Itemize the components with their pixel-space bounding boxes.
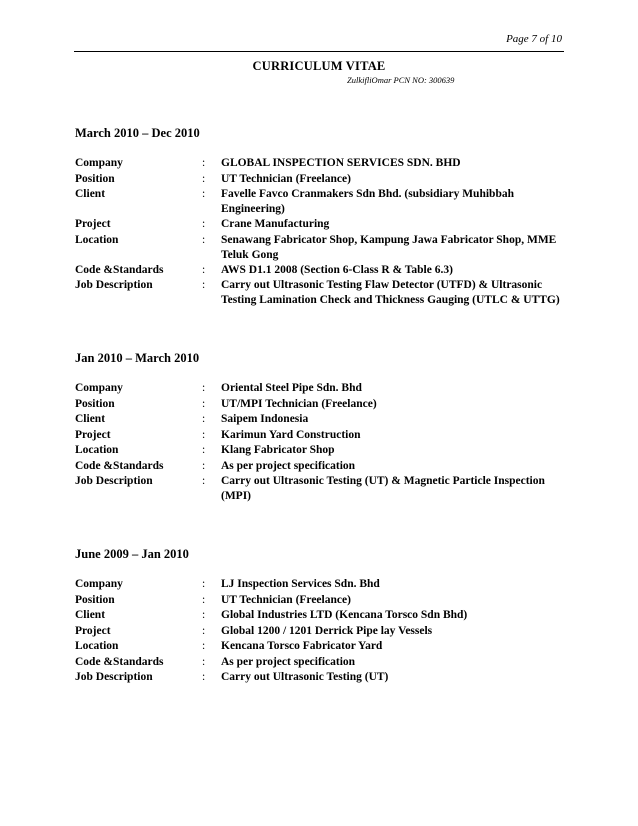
row-label: Project [75,428,111,441]
row-colon: : [202,382,206,394]
row-label: Client [75,188,106,200]
row-colon: : [202,624,206,637]
row-label: Position [75,593,115,606]
detail-row-project [75,217,575,233]
row-value: Carry out Ultrasonic Testing (UT) [221,671,389,683]
row-label: Code &Standards [75,655,164,668]
detail-row-job-description [75,278,575,308]
row-colon: : [202,444,206,456]
row-colon: : [202,413,206,425]
row-value: As per project specification [221,459,356,472]
row-label: Position [75,172,115,185]
row-label: Location [75,444,119,456]
row-colon: : [202,233,206,246]
row-colon: : [202,428,206,441]
row-label: Position [75,397,115,410]
detail-row-code-standards [75,655,575,671]
row-value: Kencana Torsco Fabricator Yard [221,640,383,652]
row-label: Code &Standards [75,263,164,276]
row-value: Global Industries LTD (Kencana Torsco Sdn Bhd) [221,609,468,621]
row-label: Job Description [75,279,153,291]
row-value: Saipem Indonesia [221,413,309,425]
detail-row-location [75,233,575,263]
header-rule [74,51,564,52]
row-colon: : [202,157,206,169]
detail-row-job-description [75,474,575,504]
row-colon: : [202,609,206,621]
row-value: Klang Fabricator Shop [221,444,335,456]
detail-row-position [75,593,575,609]
row-label: Project [75,624,111,637]
row-value: Senawang Fabricator Shop, Kampung Jawa Fabricator Shop, MME Teluk Gong [221,233,557,261]
detail-row-client [75,187,575,217]
row-value: UT Technician (Freelance) [221,593,351,606]
detail-row-project [75,624,575,640]
row-value: UT Technician (Freelance) [221,172,351,185]
section-period: Jan 2010 – March 2010 [75,351,200,365]
document-subtitle: ZulkifliOmar PCN NO: 300639 [347,75,455,85]
row-label: Project [75,218,111,230]
row-colon: : [202,655,206,668]
row-colon: : [202,397,206,410]
document-title: CURRICULUM VITAE [252,59,386,73]
detail-row-position [75,397,575,413]
row-value: LJ Inspection Services Sdn. Bhd [221,578,380,590]
detail-row-location [75,639,575,655]
employment-section [75,350,575,504]
section-period: June 2009 – Jan 2010 [75,547,189,561]
detail-row-code-standards [75,459,575,475]
row-label: Code &Standards [75,459,164,472]
section-period: March 2010 – Dec 2010 [75,126,200,140]
row-colon: : [202,172,206,185]
row-label: Client [75,413,106,425]
row-label: Company [75,578,123,590]
row-value: Global 1200 / 1201 Derrick Pipe lay Vessels [221,624,433,637]
row-value: Carry out Ultrasonic Testing Flaw Detector (UTFD) & Ultrasonic Testing Lamination Check and Thickness Gauging (UTLC & UTTG) [221,279,560,306]
detail-row-company [75,156,575,172]
row-colon: : [202,671,206,683]
row-label: Job Description [75,475,153,487]
detail-row-position [75,172,575,188]
detail-row-code-standards [75,263,575,279]
employment-section [75,546,575,686]
row-value: Carry out Ultrasonic Testing (UT) & Magnetic Particle Inspection (MPI) [221,475,545,502]
row-value: GLOBAL INSPECTION SERVICES SDN. BHD [221,157,461,169]
row-colon: : [202,279,206,291]
row-value: AWS D1.1 2008 (Section 6-Class R & Table 6.3) [221,263,453,276]
row-colon: : [202,593,206,606]
row-colon: : [202,640,206,652]
row-value: Karimun Yard Construction [221,428,361,441]
row-label: Location [75,233,119,246]
row-value: As per project specification [221,655,356,668]
row-colon: : [202,218,206,230]
row-colon: : [202,475,206,487]
detail-row-company [75,381,575,397]
row-label: Company [75,157,123,169]
row-value: Favelle Favco Cranmakers Sdn Bhd. (subsidiary Muhibbah Engineering) [221,188,514,215]
detail-row-job-description [75,670,575,686]
row-label: Job Description [75,671,153,683]
row-colon: : [202,459,206,472]
row-value: Crane Manufacturing [221,218,330,230]
row-value: UT/MPI Technician (Freelance) [221,397,377,410]
detail-row-project [75,428,575,444]
page-number: Page 7 of 10 [506,33,562,45]
row-colon: : [202,578,206,590]
row-label: Company [75,382,123,394]
row-colon: : [202,188,206,200]
detail-row-client [75,412,575,428]
detail-row-company [75,577,575,593]
row-colon: : [202,263,206,276]
detail-row-location [75,443,575,459]
row-label: Client [75,609,106,621]
employment-section [75,125,575,308]
row-label: Location [75,640,119,652]
row-value: Oriental Steel Pipe Sdn. Bhd [221,382,362,394]
detail-row-client [75,608,575,624]
